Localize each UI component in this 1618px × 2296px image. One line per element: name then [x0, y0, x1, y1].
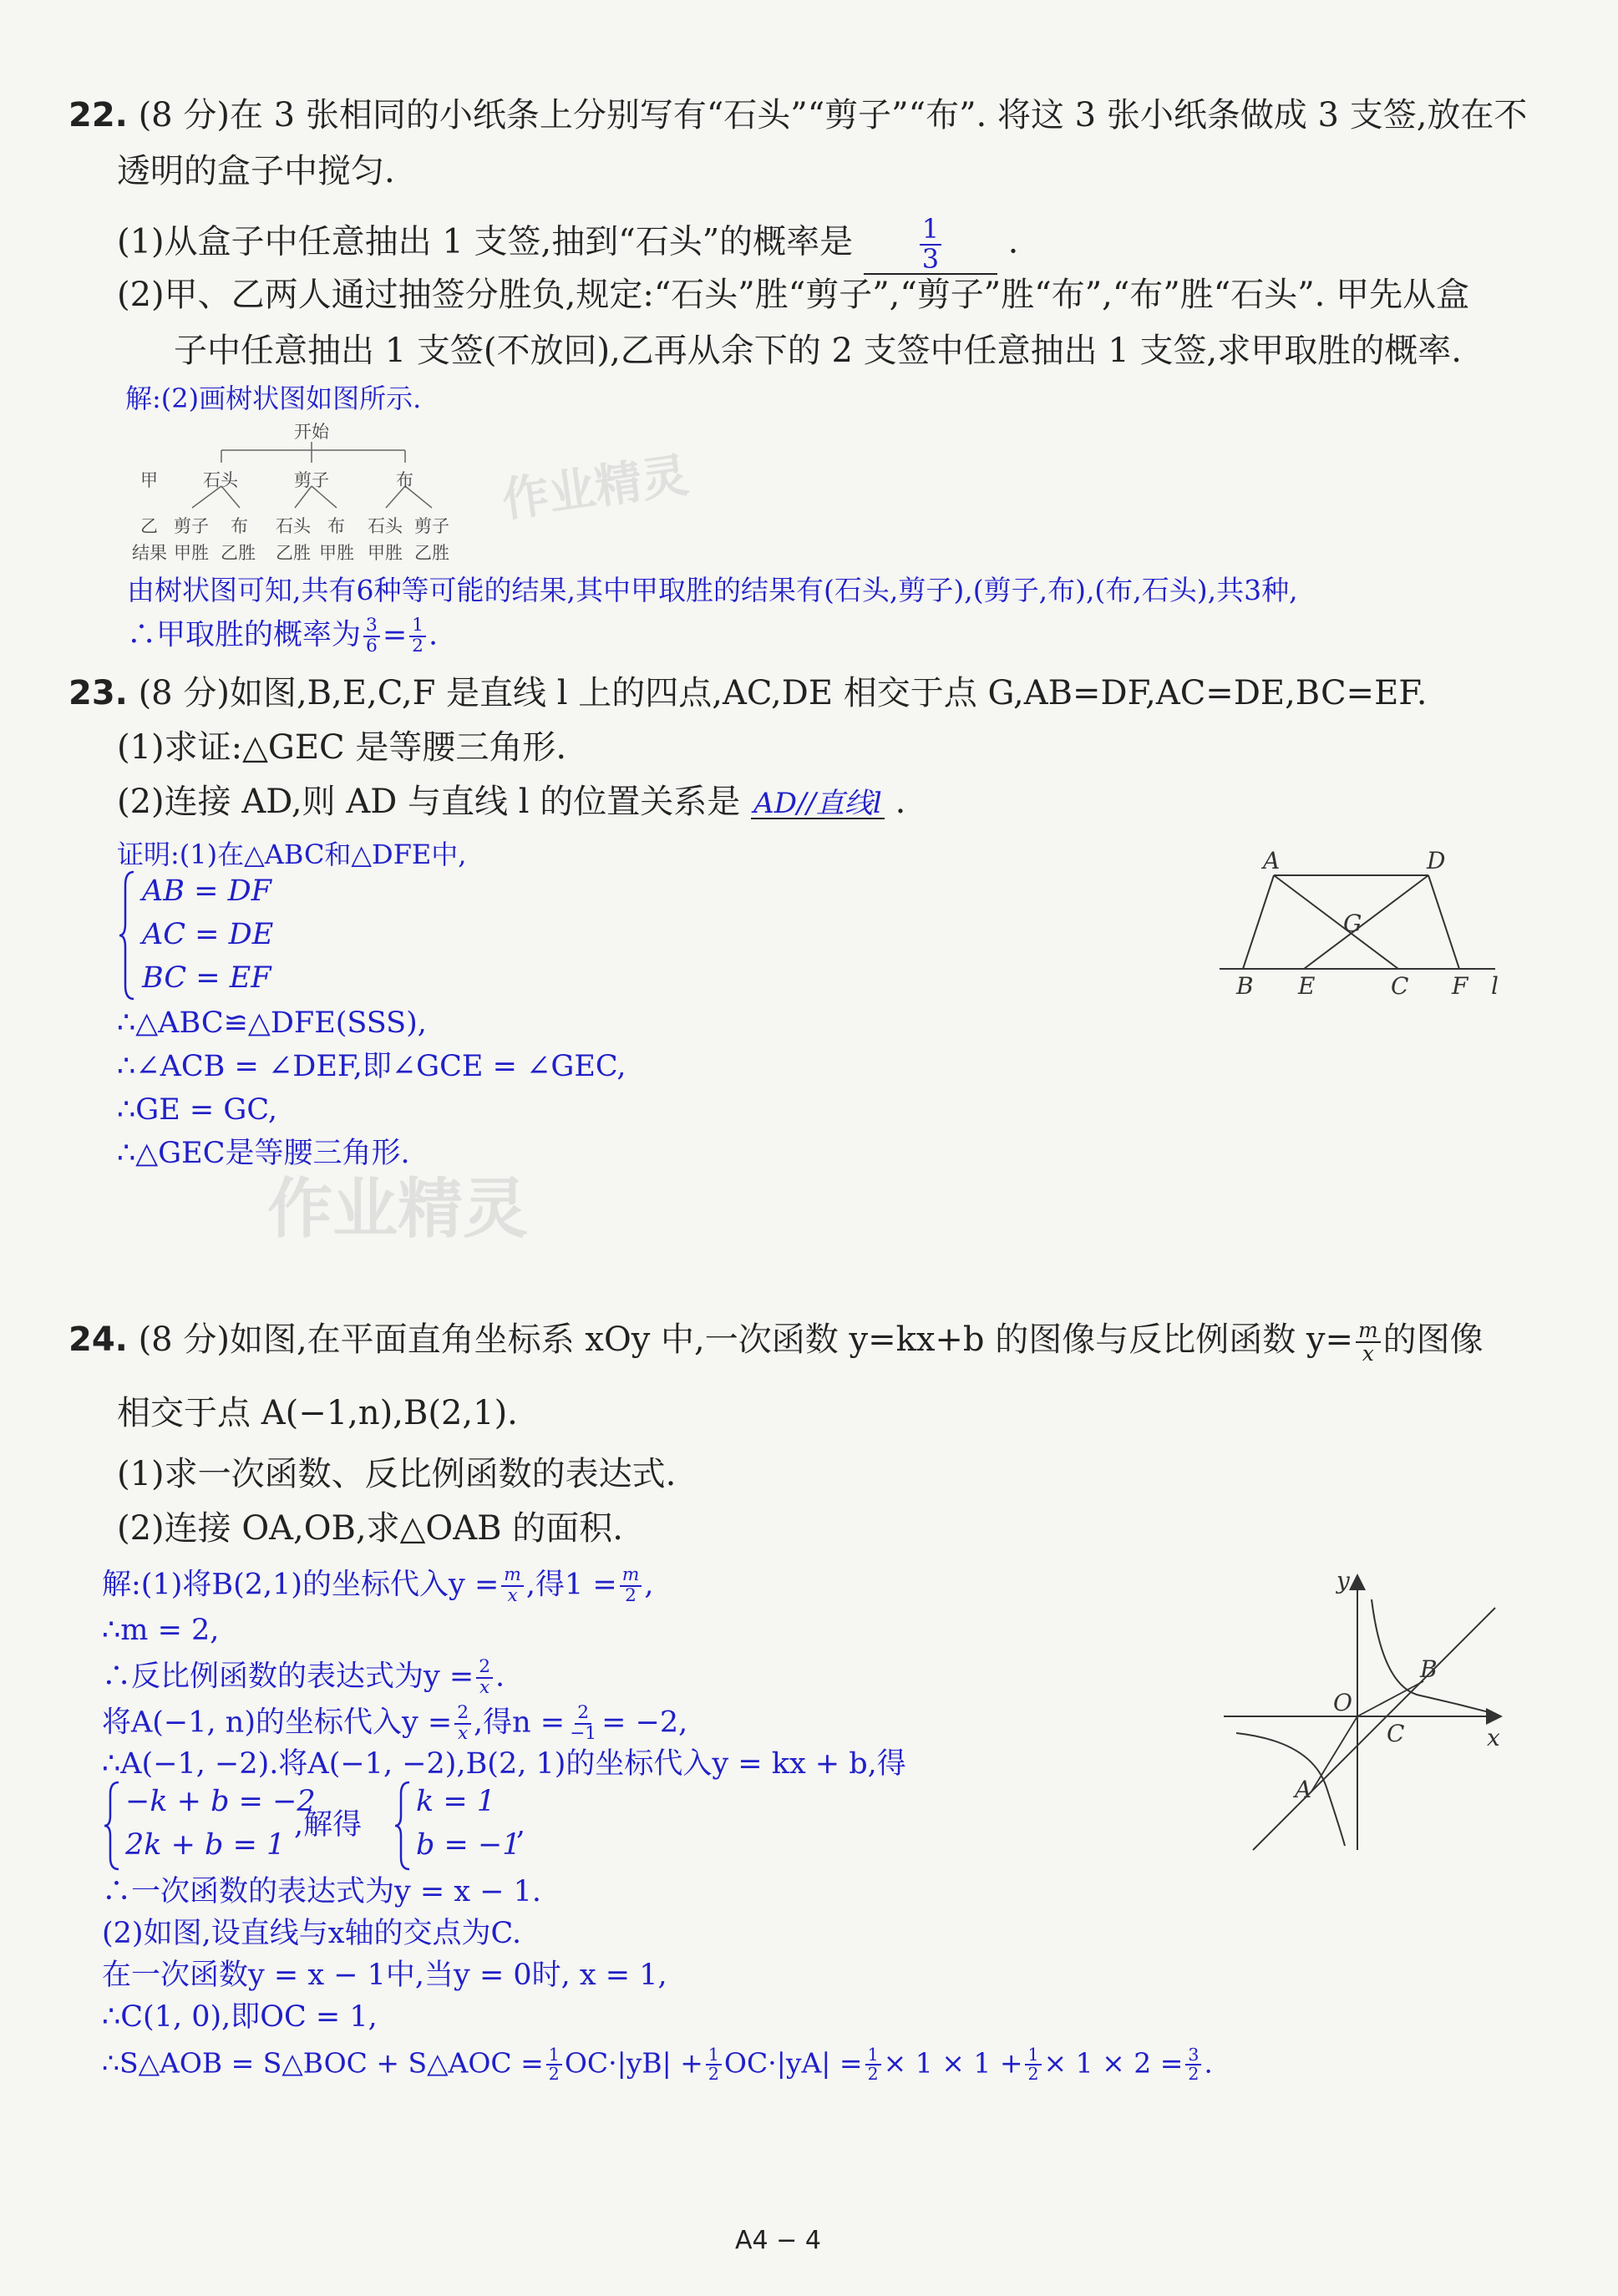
- label-f: F: [1452, 972, 1468, 1000]
- q24-s3-frac-num: 2: [476, 1658, 493, 1679]
- q22-part2-line2: 子中任意抽出 1 支签(不放回),乙再从余下的 2 支签中任意抽出 1 支签,求甲取胜的概率.: [174, 332, 1462, 370]
- q23-stem-text: (8 分)如图,B,E,C,F 是直线 l 上的四点,AC,DE 相交于点 G,AB=DF,AC=DE,BC=EF.: [138, 674, 1428, 712]
- q22-part1-answer: [864, 215, 997, 275]
- q24-stem-line1: [68, 1320, 1484, 1365]
- q24-stem-text1: (8 分)如图,在平面直角坐标系 xOy 中,一次函数 y=kx+b 的图像与反比例函数 y=: [138, 1320, 1354, 1360]
- segment-oa: [1311, 1716, 1357, 1792]
- q24-s10-f2-num: 1: [706, 2046, 722, 2065]
- q24-sys1-0: −k + b = −2: [125, 1785, 316, 1818]
- q24-stem-line2: 相交于点 A(−1,n),B(2,1).: [117, 1394, 518, 1432]
- tree-result-2: 乙胜: [276, 543, 311, 563]
- q24-part1: (1)求一次函数、反比例函数的表达式.: [117, 1455, 677, 1493]
- tree-result-5: 乙胜: [414, 543, 449, 563]
- q24-sol-4: [102, 1704, 687, 1744]
- q22-part1-end: .: [1007, 222, 1019, 261]
- watermark-1: 作业精灵: [499, 448, 692, 529]
- q24-s1-frac2: [620, 1566, 642, 1606]
- label-c: C: [1391, 972, 1409, 1000]
- q23-step-3: ∴△GEC是等腰三角形.: [117, 1137, 410, 1170]
- label-g: G: [1343, 910, 1362, 937]
- label-l: l: [1491, 972, 1499, 1000]
- hyperbola-q3: [1236, 1733, 1345, 1846]
- q22-answer-den: 3: [921, 242, 940, 275]
- q22-answer-fraction: [920, 215, 941, 273]
- q23-part2: [117, 785, 905, 819]
- q22-part1: [117, 215, 1018, 275]
- tree-l2-5: 剪子: [414, 516, 449, 536]
- q24-s10-f1-num: 1: [546, 2046, 562, 2065]
- tree-l2-3: 布: [327, 516, 345, 536]
- tree-l2-1: 布: [231, 516, 248, 536]
- label-x: x: [1487, 1724, 1500, 1751]
- q24-s10-f5: [1185, 2046, 1201, 2084]
- q24-s10-end: .: [1204, 2046, 1213, 2080]
- q24-system1-brace: [102, 1779, 122, 1873]
- q24-sys2-1: b = −1: [416, 1828, 521, 1862]
- page-footer: A4 − 4: [735, 2226, 821, 2255]
- label-y: y: [1336, 1570, 1350, 1594]
- q22-part1-text: (1)从盒子中任意抽出 1 支签,抽到“石头”的概率是: [117, 222, 854, 261]
- tree-result-0: 甲胜: [174, 543, 209, 563]
- q22-sol-end: .: [428, 618, 439, 652]
- q24-sol-1: [102, 1566, 653, 1606]
- q24-stem-frac: [1356, 1320, 1381, 1365]
- tree-row-label-3: 结果: [132, 543, 167, 563]
- q24-s3-a: ∴反比例函数的表达式为y =: [102, 1660, 474, 1694]
- q24-s4-frac2: [567, 1704, 599, 1744]
- q24-s1-frac2-num: m: [620, 1566, 642, 1587]
- q24-s10-f4: [1025, 2046, 1041, 2084]
- tree-result-3: 甲胜: [319, 543, 354, 563]
- q24-s10-f3-den: 2: [867, 2064, 879, 2085]
- q22-solution-intro: 解:(2)画树状图如图所示.: [125, 383, 422, 414]
- q24-s10-f2-den: 2: [708, 2064, 719, 2085]
- q22-sol-frac1-den: 6: [366, 635, 378, 656]
- q23-sys-2: BC = EF: [142, 961, 271, 995]
- q24-sys-end: ,: [516, 1808, 526, 1842]
- q23-part2-text: (2)连接 AD,则 AD 与直线 l 的位置关系是: [117, 783, 741, 821]
- tree-result-4: 甲胜: [368, 543, 403, 563]
- q22-stem-line2: 透明的盒子中搅匀.: [117, 152, 395, 190]
- tree-l2-0: 剪子: [174, 516, 209, 536]
- q23-step-2: ∴GE = GC,: [117, 1093, 277, 1127]
- segment-ab: [1243, 875, 1274, 969]
- q24-s4-c: = −2,: [601, 1706, 688, 1740]
- q24-s1-b: ,得1 =: [525, 1568, 617, 1602]
- q24-stem-frac-den: x: [1362, 1341, 1374, 1366]
- q24-system2-brace: [393, 1779, 413, 1873]
- q22-stem-text1: (8 分)在 3 张相同的小纸条上分别写有“石头”“剪子”“布”. 将这 3 张小纸条做成 3 支签,放在不: [138, 96, 1528, 134]
- q23-figure: [1211, 844, 1512, 1011]
- q24-s10-e: × 1 × 2 =: [1043, 2046, 1184, 2080]
- segment-de: [1304, 875, 1428, 969]
- q24-s10-f4-den: 2: [1027, 2064, 1039, 2085]
- q24-sol-7: (2)如图,设直线与x轴的交点为C.: [102, 1917, 522, 1950]
- q24-s1-frac1: [501, 1566, 524, 1606]
- q23-step-1: ∴∠ACB = ∠DEF,即∠GCE = ∠GEC,: [117, 1050, 626, 1083]
- q24-s1-frac1-num: m: [501, 1566, 524, 1587]
- q23-proof-intro: 证明:(1)在△ABC和△DFE中,: [117, 839, 467, 870]
- q24-sys2-0: k = 1: [416, 1785, 496, 1818]
- q22-sol-frac1-num: 3: [363, 616, 380, 637]
- q24-s10-d: × 1 × 1 +: [883, 2046, 1023, 2080]
- label-b: B: [1236, 972, 1254, 1000]
- label-b: B: [1420, 1655, 1438, 1683]
- q22-solution-line1: 由树状图可知,共有6种等可能的结果,其中甲取胜的结果有(石头,剪子),(剪子,布),(布,石头),共3种,: [127, 574, 1298, 606]
- q24-s4-frac2-den: −1: [570, 1722, 597, 1744]
- q22-answer-num: 1: [920, 215, 941, 246]
- q23-part2-answer: AD//直线l: [751, 789, 885, 819]
- q22-stem-line1: [68, 96, 1528, 134]
- q24-s10-a: ∴S△AOB = S△BOC + S△AOC =: [102, 2046, 544, 2080]
- q23-sys-1: AC = DE: [142, 918, 274, 951]
- tree-l1-1: 剪子: [294, 470, 329, 490]
- q22-solution-line2: [127, 616, 438, 656]
- tree-row-label-2: 乙: [140, 516, 158, 536]
- tree-root: 开始: [294, 422, 329, 442]
- q24-s10-b: OC·|yB| +: [564, 2046, 703, 2080]
- q24-stem-frac-num: m: [1356, 1320, 1381, 1343]
- q23-number: 23.: [68, 674, 128, 712]
- label-a: A: [1263, 847, 1281, 874]
- q23-part2-end: .: [895, 783, 906, 821]
- q24-s10-f5-num: 3: [1185, 2046, 1201, 2065]
- q24-s4-frac1-den: x: [457, 1722, 469, 1744]
- q24-sol-5: ∴A(−1, −2).将A(−1, −2),B(2, 1)的坐标代入y = kx + b,得: [102, 1747, 906, 1781]
- q24-s1-frac1-den: x: [507, 1584, 518, 1606]
- q22-sol-pre: ∴甲取胜的概率为: [127, 618, 362, 652]
- q24-s4-frac1: [454, 1704, 471, 1744]
- segment-ob: [1357, 1681, 1423, 1716]
- q24-s10-f5-den: 2: [1188, 2064, 1200, 2085]
- q22-part2-line1: (2)甲、乙两人通过抽签分胜负,规定:“石头”胜“剪子”,“剪子”胜“布”,“布”胜“石头”. 甲先从盒: [117, 276, 1470, 314]
- q24-s4-frac1-num: 2: [454, 1704, 471, 1725]
- q22-sol-frac2-num: 1: [409, 616, 426, 637]
- q24-sol-6: ∴一次函数的表达式为y = x − 1.: [102, 1875, 542, 1908]
- q24-s3-frac: [476, 1658, 493, 1698]
- q23-part1: (1)求证:△GEC 是等腰三角形.: [117, 728, 567, 767]
- q24-s4-b: ,得n =: [474, 1706, 566, 1740]
- segment-df: [1428, 875, 1459, 969]
- q24-sys-mid: ,解得: [294, 1808, 363, 1842]
- q23-stem: [68, 674, 1428, 712]
- q24-number: 24.: [68, 1320, 128, 1360]
- label-d: D: [1427, 847, 1446, 874]
- q22-sol-frac2: [409, 616, 426, 656]
- q24-s10-f1: [546, 2046, 562, 2084]
- label-o: O: [1333, 1689, 1352, 1716]
- q24-s10-f2: [706, 2046, 722, 2084]
- q24-s1-a: 解:(1)将B(2,1)的坐标代入y =: [102, 1568, 500, 1602]
- q22-sol-frac2-den: 2: [412, 635, 424, 656]
- tree-l2-4: 石头: [368, 516, 403, 536]
- q23-step-0: ∴△ABC≌△DFE(SSS),: [117, 1006, 427, 1040]
- q24-sol-8: 在一次函数y = x − 1中,当y = 0时, x = 1,: [102, 1959, 667, 1992]
- q24-s4-a: 将A(−1, n)的坐标代入y =: [102, 1706, 453, 1740]
- label-a: A: [1295, 1776, 1312, 1803]
- q24-stem-text1b: 的图像: [1382, 1320, 1484, 1360]
- segment-ac: [1274, 875, 1398, 969]
- q24-s10-f1-den: 2: [548, 2064, 560, 2085]
- q24-sol-10: [102, 2046, 1213, 2084]
- q24-s10-c: OC·|yA| =: [723, 2046, 863, 2080]
- q24-s10-f3: [865, 2046, 881, 2084]
- label-e: E: [1298, 972, 1316, 1000]
- q24-figure: [1220, 1570, 1520, 1854]
- q23-sys-0: AB = DF: [142, 874, 271, 908]
- tree-l1-0: 石头: [203, 470, 238, 490]
- q24-sol-9: ∴C(1, 0),即OC = 1,: [102, 2000, 378, 2034]
- tree-l2-2: 石头: [276, 516, 311, 536]
- linear-function-line: [1253, 1608, 1495, 1850]
- q22-sol-eq: =: [382, 618, 408, 652]
- q24-sol-3: [102, 1658, 505, 1698]
- q24-part2: (2)连接 OA,OB,求△OAB 的面积.: [117, 1509, 623, 1548]
- q24-s10-f4-num: 1: [1025, 2046, 1041, 2065]
- tree-row-label-1: 甲: [140, 470, 158, 490]
- q24-s4-frac2-num: 2: [575, 1704, 591, 1725]
- q24-s3-b: .: [495, 1660, 505, 1694]
- q24-s1-frac2-den: 2: [625, 1584, 637, 1606]
- q24-s10-f3-num: 1: [865, 2046, 881, 2065]
- q24-s1-c: ,: [644, 1568, 654, 1602]
- watermark-2: 作业精灵: [267, 1172, 529, 1247]
- label-c: C: [1387, 1720, 1405, 1747]
- q22-sol-frac1: [363, 616, 380, 656]
- tree-l1-2: 布: [396, 470, 413, 490]
- q22-number: 22.: [68, 96, 128, 134]
- q23-system-brace: [117, 869, 137, 1002]
- q24-sys1-1: 2k + b = 1: [125, 1828, 286, 1862]
- q24-s3-frac-den: x: [479, 1676, 490, 1698]
- tree-result-1: 乙胜: [221, 543, 256, 563]
- q24-sol-2: ∴m = 2,: [102, 1614, 220, 1647]
